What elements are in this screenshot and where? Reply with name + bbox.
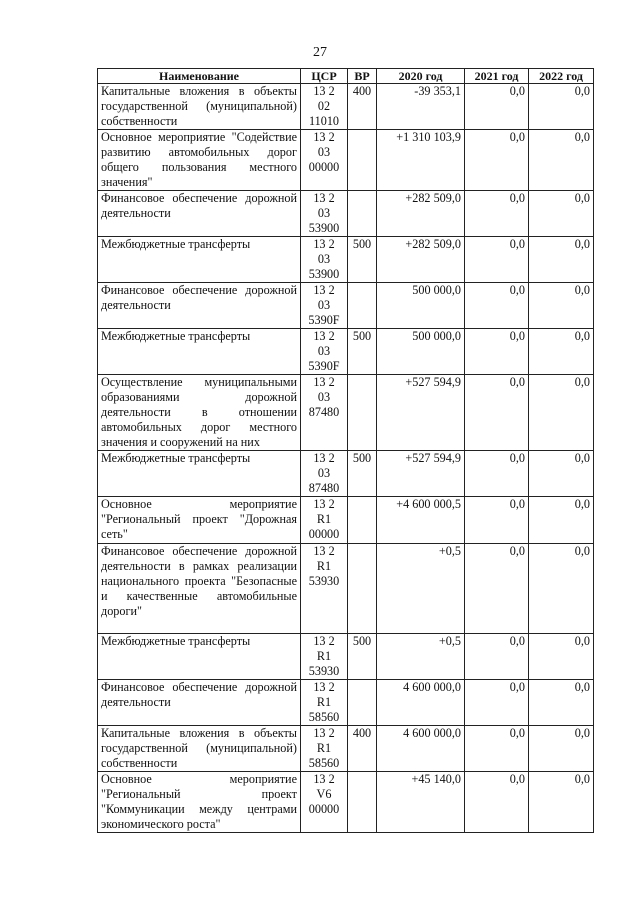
row-value-2021: 0,0: [465, 497, 529, 544]
row-name: Финансовое обеспечение дорожной деятельности: [98, 680, 301, 726]
csr-code-part: 53900: [308, 221, 340, 235]
row-vr: [348, 497, 377, 544]
row-value-2021: 0,0: [465, 130, 529, 191]
row-vr: [348, 680, 377, 726]
table-row: [98, 772, 594, 833]
budget-table: [97, 68, 594, 833]
table-row: [98, 634, 594, 680]
csr-code-part: 03: [317, 344, 331, 358]
row-vr: [348, 375, 377, 451]
row-csr: [301, 451, 348, 497]
row-value-2022: 0,0: [529, 84, 594, 130]
row-value-2022: 0,0: [529, 451, 594, 497]
row-vr: 500: [348, 634, 377, 680]
csr-code-part: 87480: [308, 405, 340, 419]
row-name: Межбюджетные трансферты: [98, 329, 301, 375]
row-value-2021: 0,0: [465, 634, 529, 680]
row-csr: [301, 634, 348, 680]
table-row: [98, 84, 594, 130]
row-value-2020: +4 600 000,5: [377, 497, 465, 544]
csr-code-part: 58560: [308, 756, 340, 770]
csr-code-part: 03: [317, 206, 331, 220]
row-name: Капитальные вложения в объекты государственной (муниципальной) собственности: [98, 726, 301, 772]
table-row: [98, 497, 594, 544]
header-2021: 2021 год: [465, 69, 529, 84]
csr-code-part: 13 2: [313, 130, 335, 144]
row-vr: 400: [348, 84, 377, 130]
row-name: Межбюджетные трансферты: [98, 237, 301, 283]
csr-code-part: R1: [316, 695, 332, 709]
table-row: [98, 329, 594, 375]
table-row: [98, 451, 594, 497]
row-vr: 400: [348, 726, 377, 772]
row-value-2021: 0,0: [465, 84, 529, 130]
row-csr: [301, 84, 348, 130]
csr-code-part: 5390F: [308, 313, 340, 327]
row-vr: [348, 283, 377, 329]
row-vr: [348, 130, 377, 191]
row-vr: [348, 191, 377, 237]
csr-code-part: 03: [317, 466, 331, 480]
csr-code-part: 13 2: [313, 283, 335, 297]
row-value-2020: +282 509,0: [377, 191, 465, 237]
csr-code-part: 13 2: [313, 329, 335, 343]
table-row: [98, 283, 594, 329]
table-row: [98, 726, 594, 772]
csr-code-part: R1: [316, 741, 332, 755]
csr-code-part: 13 2: [313, 191, 335, 205]
header-2022: 2022 год: [529, 69, 594, 84]
csr-code-part: 13 2: [313, 544, 335, 558]
csr-code-part: 13 2: [313, 634, 335, 648]
row-name: Межбюджетные трансферты: [98, 634, 301, 680]
csr-code-part: 03: [317, 298, 331, 312]
row-value-2020: +45 140,0: [377, 772, 465, 833]
csr-code-part: 11010: [308, 114, 340, 128]
csr-code-part: 13 2: [313, 497, 335, 511]
row-csr: [301, 375, 348, 451]
row-value-2022: 0,0: [529, 726, 594, 772]
row-value-2020: -39 353,1: [377, 84, 465, 130]
row-csr: [301, 283, 348, 329]
row-csr: [301, 772, 348, 833]
csr-code-part: 13 2: [313, 375, 335, 389]
csr-code-part: 58560: [308, 710, 340, 724]
row-csr: [301, 726, 348, 772]
row-name: Финансовое обеспечение дорожной деятельности: [98, 191, 301, 237]
row-name: Осуществление муниципальными образованиями дорожной деятельности в отношении автомобильных дорог местного значения и сооружений на них: [98, 375, 301, 451]
row-value-2021: 0,0: [465, 329, 529, 375]
csr-code-part: 87480: [308, 481, 340, 495]
row-value-2022: 0,0: [529, 375, 594, 451]
row-value-2020: +527 594,9: [377, 451, 465, 497]
row-csr: [301, 544, 348, 634]
csr-code-part: R1: [316, 559, 332, 573]
row-value-2021: 0,0: [465, 237, 529, 283]
csr-code-part: 00000: [308, 802, 340, 816]
row-value-2021: 0,0: [465, 283, 529, 329]
row-vr: [348, 772, 377, 833]
table-row: [98, 680, 594, 726]
row-csr: [301, 237, 348, 283]
row-value-2022: 0,0: [529, 634, 594, 680]
page-number: 27: [313, 45, 327, 60]
table-row: [98, 191, 594, 237]
csr-code-part: 03: [317, 390, 331, 404]
row-name: Капитальные вложения в объекты государственной (муниципальной) собственности: [98, 84, 301, 130]
row-name: Межбюджетные трансферты: [98, 451, 301, 497]
row-name: Основное мероприятие "Региональный проект "Коммуникации между центрами экономического роста": [98, 772, 301, 833]
csr-code-part: 13 2: [313, 84, 335, 98]
row-name: Основное мероприятие "Региональный проект "Дорожная сеть": [98, 497, 301, 544]
row-value-2022: 0,0: [529, 680, 594, 726]
csr-code-part: R1: [316, 649, 332, 663]
csr-code-part: 5390F: [308, 359, 340, 373]
row-value-2021: 0,0: [465, 680, 529, 726]
csr-code-part: 13 2: [313, 772, 335, 786]
row-value-2020: +0,5: [377, 634, 465, 680]
csr-code-part: 00000: [308, 527, 340, 541]
row-value-2022: 0,0: [529, 544, 594, 634]
row-name: Финансовое обеспечение дорожной деятельности в рамках реализации национального проекта "Безопасные и качественные автомобильные дороги": [98, 544, 301, 634]
row-value-2020: +527 594,9: [377, 375, 465, 451]
table-header: [98, 69, 594, 84]
row-value-2020: +0,5: [377, 544, 465, 634]
row-value-2020: 500 000,0: [377, 329, 465, 375]
row-value-2020: 4 600 000,0: [377, 726, 465, 772]
table-row: [98, 544, 594, 634]
row-value-2021: 0,0: [465, 772, 529, 833]
row-value-2021: 0,0: [465, 726, 529, 772]
row-value-2021: 0,0: [465, 451, 529, 497]
csr-code-part: 53900: [308, 267, 340, 281]
row-value-2020: 500 000,0: [377, 283, 465, 329]
table-row: [98, 375, 594, 451]
row-value-2021: 0,0: [465, 544, 529, 634]
row-csr: [301, 680, 348, 726]
row-vr: 500: [348, 237, 377, 283]
row-vr: 500: [348, 329, 377, 375]
row-value-2020: +1 310 103,9: [377, 130, 465, 191]
csr-code-part: 03: [317, 145, 331, 159]
row-csr: [301, 329, 348, 375]
csr-code-part: 13 2: [313, 451, 335, 465]
row-value-2021: 0,0: [465, 375, 529, 451]
row-csr: [301, 191, 348, 237]
header-2020: 2020 год: [377, 69, 465, 84]
table-row: [98, 237, 594, 283]
table-row: [98, 130, 594, 191]
row-value-2022: 0,0: [529, 130, 594, 191]
row-value-2020: 4 600 000,0: [377, 680, 465, 726]
row-value-2022: 0,0: [529, 191, 594, 237]
csr-code-part: 00000: [308, 160, 340, 174]
csr-code-part: 53930: [308, 664, 340, 678]
header-row: [98, 69, 594, 84]
row-value-2022: 0,0: [529, 283, 594, 329]
row-csr: [301, 130, 348, 191]
row-value-2022: 0,0: [529, 329, 594, 375]
row-value-2022: 0,0: [529, 237, 594, 283]
csr-code-part: 13 2: [313, 726, 335, 740]
csr-code-part: 02: [317, 99, 331, 113]
csr-code-part: V6: [316, 787, 332, 801]
row-name: Основное мероприятие "Содействие развитию автомобильных дорог общего пользования местного значения": [98, 130, 301, 191]
row-vr: 500: [348, 451, 377, 497]
header-name: Наименование: [98, 69, 301, 84]
row-value-2021: 0,0: [465, 191, 529, 237]
row-value-2022: 0,0: [529, 772, 594, 833]
csr-code-part: R1: [316, 512, 332, 526]
csr-code-part: 53930: [308, 574, 340, 588]
row-name: Финансовое обеспечение дорожной деятельности: [98, 283, 301, 329]
header-vr: ВР: [348, 69, 377, 84]
csr-code-part: 13 2: [313, 237, 335, 251]
row-vr: [348, 544, 377, 634]
csr-code-part: 13 2: [313, 680, 335, 694]
row-value-2020: +282 509,0: [377, 237, 465, 283]
row-value-2022: 0,0: [529, 497, 594, 544]
csr-code-part: 03: [317, 252, 331, 266]
table-body: [98, 84, 594, 833]
row-csr: [301, 497, 348, 544]
header-csr: ЦСР: [301, 69, 348, 84]
